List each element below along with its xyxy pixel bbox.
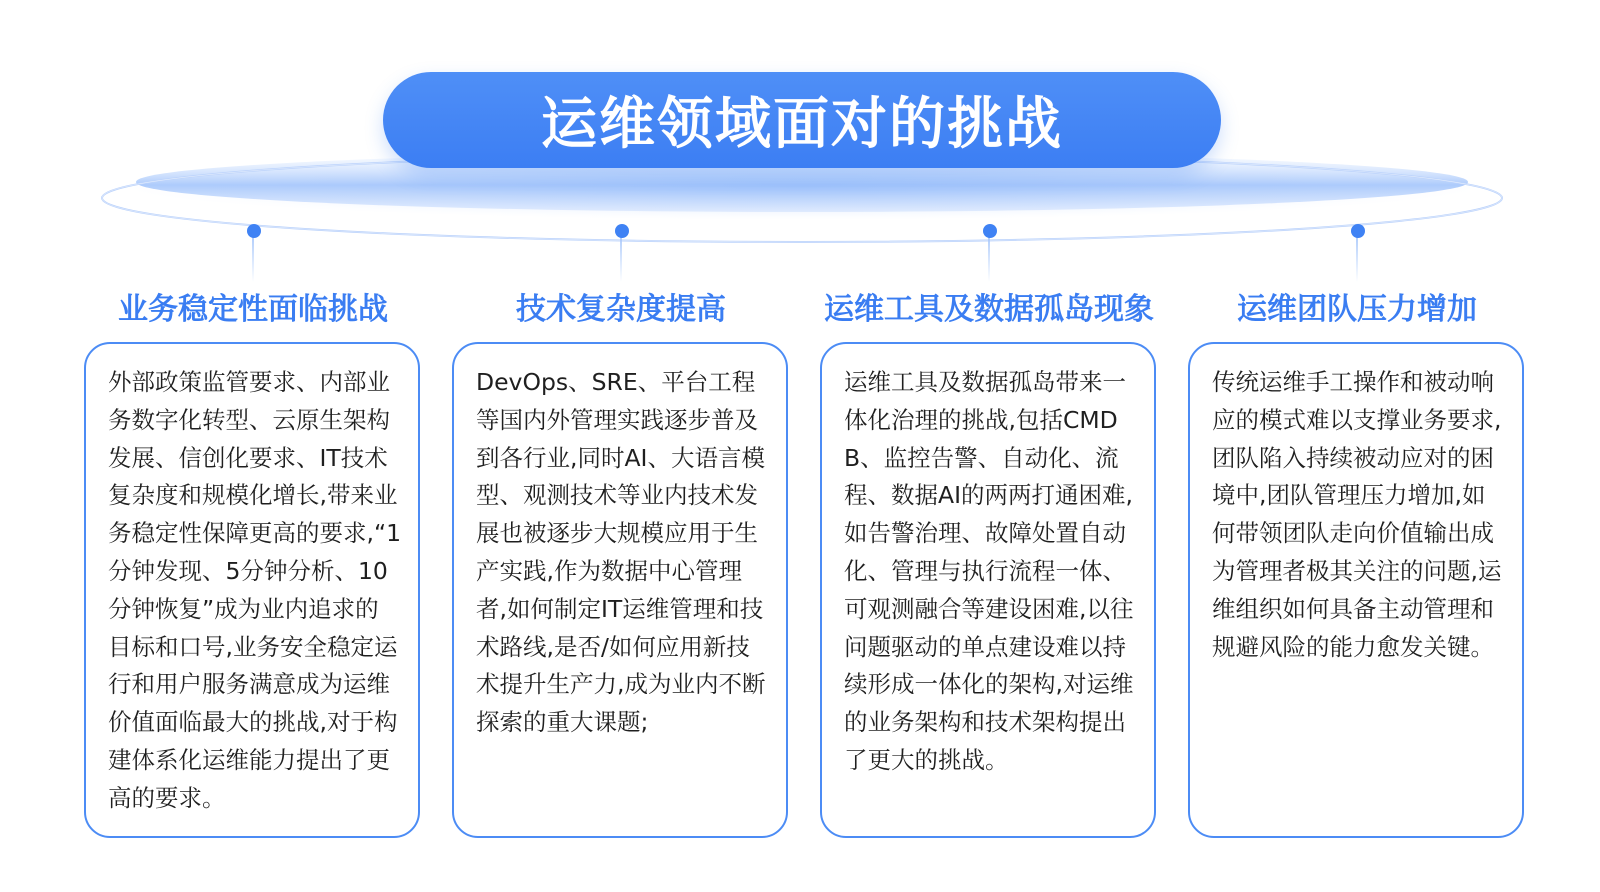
connector-line: [252, 232, 254, 282]
connector-dot: [983, 224, 997, 238]
page-title: 运维领域面对的挑战: [541, 92, 1063, 157]
connector-dot: [247, 224, 261, 238]
challenge-card: [452, 342, 788, 838]
card-body-text: 传统运维手工操作和被动响应的模式难以支撑业务要求,团队陷入持续被动应对的困境中,团队管理压力增加,如何带领团队走向价值输出成为管理者极其关注的问题,运维组织如何具备主动管理和规避风险的能力愈发关键。: [1212, 368, 1502, 661]
challenge-card: [820, 342, 1156, 838]
connector-dot: [615, 224, 629, 238]
connector-line: [620, 232, 622, 282]
card-body-text: 外部政策监管要求、内部业务数字化转型、云原生架构发展、信创化要求、IT技术复杂度和规模化增长,带来业务稳定性保障更高的要求,“1分钟发现、5分钟分析、10分钟恢复”成为业内追求的目标和口号,业务安全稳定运行和用户服务满意成为运维价值面临最大的挑战,对于构建体系化运维能力提出了更高的要求。: [108, 368, 402, 812]
column-heading: 技术复杂度提高: [516, 292, 726, 327]
title-banner: [383, 72, 1221, 168]
challenge-card: [84, 342, 420, 838]
card-body-text: DevOps、SRE、平台工程等国内外管理实践逐步普及到各行业,同时AI、大语言模型、观测技术等业内技术发展也被逐步大规模应用于生产实践,作为数据中心管理者,如何制定IT运维管理和技术路线,是否/如何应用新技术提升生产力,成为业内不断探索的重大课题;: [476, 368, 766, 737]
column-heading: 业务稳定性面临挑战: [118, 292, 388, 327]
connector-line: [1356, 232, 1358, 282]
card-body-text: 运维工具及数据孤岛带来一体化治理的挑战,包括CMDB、监控告警、自动化、流程、数据AI的两两打通困难,如告警治理、故障处置自动化、管理与执行流程一体、可观测融合等建设困难,以往问题驱动的单点建设难以持续形成一体化的架构,对运维的业务架构和技术架构提出了更大的挑战。: [844, 368, 1134, 774]
connector-line: [988, 232, 990, 282]
column-heading: 运维团队压力增加: [1237, 292, 1477, 327]
column-heading: 运维工具及数据孤岛现象: [824, 292, 1154, 327]
challenge-card: [1188, 342, 1524, 838]
connector-dot: [1351, 224, 1365, 238]
